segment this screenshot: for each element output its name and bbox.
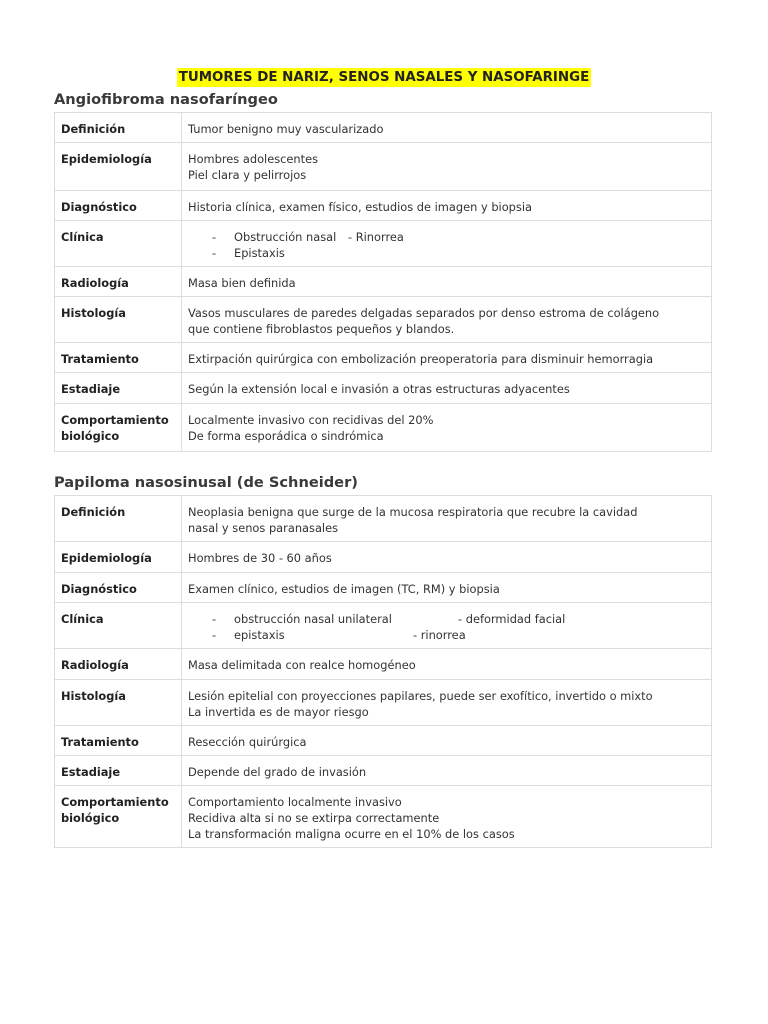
row-label <box>55 726 182 756</box>
row-value-line: Examen clínico, estudios de imagen (TC, RM) y biopsia <box>188 582 500 596</box>
row-label-text: Clínica <box>61 230 104 244</box>
row-label-text: Definición <box>61 122 126 136</box>
row-value-line: Piel clara y pelirrojos <box>188 168 307 182</box>
row-value <box>182 542 712 573</box>
row-value-line: Localmente invasivo con recidivas del 20% <box>188 413 434 427</box>
row-value-line: Vasos musculares de paredes delgadas separados por denso estroma de colágeno <box>188 306 660 320</box>
table-row <box>55 404 712 452</box>
row-label <box>55 297 182 343</box>
row-label-text: Estadiaje <box>61 382 121 396</box>
row-label-text: biológico <box>61 429 120 443</box>
document-title: TUMORES DE NARIZ, SENOS NASALES Y NASOFARINGE <box>178 70 590 85</box>
row-value <box>182 680 712 726</box>
table-row <box>55 343 712 373</box>
bullet-text: Obstrucción nasal <box>234 230 337 244</box>
row-label <box>55 496 182 542</box>
bullet-text-secondary: - rinorrea <box>413 628 466 642</box>
table-row <box>55 191 712 221</box>
row-value-line: Resección quirúrgica <box>188 735 307 749</box>
bullet-item <box>188 229 705 245</box>
section-title-angiofibroma: Angiofibroma nasofaríngeo <box>54 91 278 108</box>
row-label-text: Histología <box>61 689 126 703</box>
table-row <box>55 267 712 297</box>
row-value <box>182 756 712 786</box>
row-value-line: Tumor benigno muy vascularizado <box>188 122 384 136</box>
row-value <box>182 373 712 404</box>
row-label-text: Epidemiología <box>61 152 152 166</box>
bullet-text: epistaxis <box>234 628 285 642</box>
row-label-text: Definición <box>61 505 126 519</box>
row-label <box>55 404 182 452</box>
bullet-dash: - <box>212 246 217 260</box>
row-value-line: Depende del grado de invasión <box>188 765 367 779</box>
row-label <box>55 343 182 373</box>
row-value <box>182 649 712 680</box>
row-value <box>182 221 712 267</box>
row-value <box>182 726 712 756</box>
table-row <box>55 297 712 343</box>
row-label <box>55 373 182 404</box>
row-value-line: De forma esporádica o sindrómica <box>188 429 384 443</box>
table-row <box>55 113 712 143</box>
row-label-text: Diagnóstico <box>61 582 137 596</box>
table-row <box>55 373 712 404</box>
table-row <box>55 573 712 603</box>
bullet-dash: - <box>212 612 217 626</box>
row-value <box>182 404 712 452</box>
row-value <box>182 496 712 542</box>
table-row <box>55 143 712 191</box>
row-label <box>55 680 182 726</box>
row-value-line: Según la extensión local e invasión a otras estructuras adyacentes <box>188 382 570 396</box>
row-label-text: Comportamiento <box>61 795 169 809</box>
row-value-line: nasal y senos paranasales <box>188 521 339 535</box>
bullet-text: Epistaxis <box>234 246 285 260</box>
table-row <box>55 649 712 680</box>
row-value <box>182 786 712 848</box>
bullet-text-secondary: - Rinorrea <box>348 230 404 244</box>
table-row <box>55 756 712 786</box>
row-label-text: Radiología <box>61 658 129 672</box>
bullet-dash: - <box>212 628 217 642</box>
row-label-text: Histología <box>61 306 126 320</box>
row-value-line: Hombres de 30 - 60 años <box>188 551 332 565</box>
row-label <box>55 786 182 848</box>
table-row <box>55 496 712 542</box>
row-value-line: Hombres adolescentes <box>188 152 319 166</box>
bullet-item <box>188 611 705 627</box>
angiofibroma-table <box>54 112 712 452</box>
row-value-line: Historia clínica, examen físico, estudios de imagen y biopsia <box>188 200 532 214</box>
table-row <box>55 542 712 573</box>
bullet-dash: - <box>212 230 217 244</box>
table-row <box>55 603 712 649</box>
row-value-line: Neoplasia benigna que surge de la mucosa respiratoria que recubre la cavidad <box>188 505 638 519</box>
row-value <box>182 343 712 373</box>
bullet-item <box>188 245 705 261</box>
papiloma-table <box>54 495 712 848</box>
section-title-papiloma: Papiloma nasosinusal (de Schneider) <box>54 474 358 491</box>
row-value-line: Comportamiento localmente invasivo <box>188 795 402 809</box>
table-row <box>55 221 712 267</box>
document-title-wrap <box>0 66 768 87</box>
row-label-text: Comportamiento <box>61 413 169 427</box>
row-label <box>55 603 182 649</box>
row-label-text: Tratamiento <box>61 735 139 749</box>
row-value <box>182 143 712 191</box>
row-label <box>55 573 182 603</box>
row-value <box>182 603 712 649</box>
row-value <box>182 573 712 603</box>
table-row <box>55 786 712 848</box>
table-row <box>55 726 712 756</box>
row-value <box>182 267 712 297</box>
table-row <box>55 680 712 726</box>
row-value-line: Lesión epitelial con proyecciones papilares, puede ser exofítico, invertido o mixto <box>188 689 653 703</box>
row-value <box>182 297 712 343</box>
row-label-text: biológico <box>61 811 120 825</box>
bullet-item <box>188 627 705 643</box>
row-value <box>182 113 712 143</box>
row-value-line: Masa bien definida <box>188 276 296 290</box>
row-value-line: La invertida es de mayor riesgo <box>188 705 369 719</box>
row-label <box>55 267 182 297</box>
row-label <box>55 191 182 221</box>
row-value <box>182 191 712 221</box>
row-label-text: Clínica <box>61 612 104 626</box>
row-value-line: Masa delimitada con realce homogéneo <box>188 658 416 672</box>
row-value-line: Extirpación quirúrgica con embolización preoperatoria para disminuir hemorragia <box>188 352 654 366</box>
bullet-text: obstrucción nasal unilateral <box>234 612 392 626</box>
row-label <box>55 143 182 191</box>
row-label <box>55 113 182 143</box>
bullet-text-secondary: - deformidad facial <box>458 612 566 626</box>
row-value-line: La transformación maligna ocurre en el 10% de los casos <box>188 827 515 841</box>
row-value-line: Recidiva alta si no se extirpa correctamente <box>188 811 440 825</box>
row-label <box>55 221 182 267</box>
row-label-text: Tratamiento <box>61 352 139 366</box>
row-label-text: Radiología <box>61 276 129 290</box>
row-label-text: Diagnóstico <box>61 200 137 214</box>
row-label-text: Epidemiología <box>61 551 152 565</box>
row-value-line: que contiene fibroblastos pequeños y blandos. <box>188 322 455 336</box>
row-label <box>55 649 182 680</box>
row-label-text: Estadiaje <box>61 765 121 779</box>
row-label <box>55 756 182 786</box>
row-label <box>55 542 182 573</box>
